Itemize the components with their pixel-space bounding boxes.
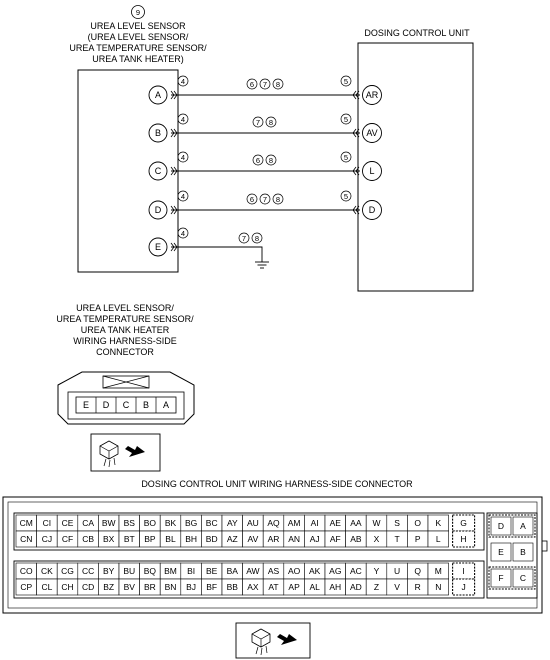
wire bbox=[149, 152, 382, 181]
left-pin-label: A bbox=[154, 90, 162, 100]
connector-pin-label: AM bbox=[287, 518, 301, 528]
left-connector-number: 4 bbox=[180, 229, 186, 238]
connector-pin-label: BF bbox=[206, 582, 218, 592]
connector-pin-label: AH bbox=[329, 582, 342, 592]
connector-pin-label: BY bbox=[103, 566, 115, 576]
connector-pin-label: X bbox=[373, 534, 380, 544]
dcu-connector-face bbox=[3, 497, 547, 613]
connector-pin-label: AG bbox=[329, 566, 342, 576]
connector-pin-label: E bbox=[498, 547, 504, 557]
connector-pin-label: BM bbox=[164, 566, 177, 576]
connector-pin-label: V bbox=[394, 582, 400, 592]
wire bbox=[149, 228, 269, 268]
connector-pin-label: CO bbox=[19, 566, 33, 576]
sensor-connector-title-line-1: UREA LEVEL SENSOR/ bbox=[76, 303, 174, 313]
connector-pin-label: I bbox=[462, 566, 465, 576]
connector-pin-label: Z bbox=[373, 582, 380, 592]
connector-pin-label: CC bbox=[81, 566, 95, 576]
connector-pin-label: CI bbox=[42, 518, 52, 528]
sensor-connector-title-line-3: UREA TANK HEATER bbox=[80, 325, 170, 335]
left-connector-number: 4 bbox=[180, 115, 186, 124]
connector-pin-label: BX bbox=[103, 534, 115, 544]
connector-pin-label: L bbox=[435, 534, 441, 544]
wire bbox=[149, 114, 382, 143]
connector-pin-label: BD bbox=[205, 534, 218, 544]
connector-pin-label: BI bbox=[187, 566, 196, 576]
harness-side-view-icon bbox=[91, 434, 160, 471]
sensor-title-line-4: UREA TANK HEATER) bbox=[92, 54, 184, 64]
connector-pin-label: BJ bbox=[186, 582, 197, 592]
connector-pin-label: BP bbox=[144, 534, 156, 544]
connector-pin-label: AT bbox=[268, 582, 279, 592]
connector-pin-label: AQ bbox=[267, 518, 280, 528]
connector-pin-label: BG bbox=[184, 518, 198, 528]
connector-pin-label: H bbox=[460, 534, 467, 544]
sensor-connector-title-line-4: WIRING HARNESS-SIDE bbox=[73, 336, 177, 346]
connector-pin-label: BW bbox=[101, 518, 116, 528]
connector-pin-label: CB bbox=[82, 534, 95, 544]
left-pin-label: D bbox=[154, 205, 162, 215]
connector-pin-label: BU bbox=[123, 566, 136, 576]
connector-pin-label: BO bbox=[143, 518, 157, 528]
left-pin-label: B bbox=[154, 128, 162, 138]
connector-pin-label: S bbox=[394, 518, 400, 528]
connector-pin-label: BK bbox=[164, 518, 177, 528]
connector-pin-label: O bbox=[414, 518, 422, 528]
connector-pin-label: AR bbox=[267, 534, 280, 544]
connector-pin-label: BE bbox=[206, 566, 218, 576]
connector-pin-label: AW bbox=[246, 566, 260, 576]
sensor-connector-pin: A bbox=[162, 400, 170, 410]
sensor-connector-pin: C bbox=[122, 400, 130, 410]
connector-pin-label: D bbox=[497, 521, 505, 531]
mid-ref-number: 7 bbox=[241, 234, 247, 243]
mid-ref-number: 6 bbox=[255, 156, 261, 165]
connector-pin-label: AP bbox=[288, 582, 300, 592]
connector-pin-label: CH bbox=[61, 582, 74, 592]
dcu-connector-tab bbox=[542, 541, 547, 551]
dcu-connector-title: DOSING CONTROL UNIT WIRING HARNESS-SIDE CONNECTOR bbox=[141, 479, 413, 489]
connector-pin-label: AV bbox=[247, 534, 259, 544]
right-connector-number: 5 bbox=[343, 153, 349, 162]
right-pin-label: AV bbox=[366, 128, 378, 138]
connector-pin-label: BL bbox=[165, 534, 176, 544]
wire-line bbox=[171, 247, 262, 262]
connector-pin-label: BB bbox=[226, 582, 238, 592]
connector-pin-label: AZ bbox=[226, 534, 238, 544]
sensor-header bbox=[69, 6, 207, 65]
right-pin-label: D bbox=[368, 205, 376, 215]
dcu-title: DOSING CONTROL UNIT bbox=[364, 28, 470, 38]
connector-pin-label: AN bbox=[288, 534, 301, 544]
wires bbox=[149, 76, 382, 268]
connector-pin-label: B bbox=[520, 547, 526, 557]
connector-pin-label: AB bbox=[350, 534, 362, 544]
sensor-connector-pin: B bbox=[142, 400, 150, 410]
mid-ref-number: 7 bbox=[255, 118, 261, 127]
sensor-connector-pin: D bbox=[102, 400, 110, 410]
connector-pin-label: AX bbox=[247, 582, 259, 592]
sensor-ref: 9 bbox=[135, 8, 141, 17]
left-pin-label: C bbox=[154, 166, 162, 176]
connector-pin-label: CM bbox=[19, 518, 33, 528]
connector-pin-label: CA bbox=[82, 518, 95, 528]
wire bbox=[149, 76, 382, 105]
mid-ref-number: 6 bbox=[249, 195, 255, 204]
sensor-connector-title-line-2: UREA TEMPERATURE SENSOR/ bbox=[56, 314, 194, 324]
connector-pin-label: BS bbox=[123, 518, 135, 528]
harness-side-view-icon bbox=[236, 623, 310, 658]
connector-pin-label: AE bbox=[329, 518, 341, 528]
connector-pin-label: R bbox=[414, 582, 421, 592]
connector-pin-label: BH bbox=[185, 534, 198, 544]
connector-outline bbox=[58, 372, 194, 424]
connector-pin-label: AC bbox=[349, 566, 362, 576]
right-connector-number: 5 bbox=[343, 192, 349, 201]
sensor-title-line-1: UREA LEVEL SENSOR bbox=[90, 21, 186, 31]
connector-pin-label: BZ bbox=[103, 582, 115, 592]
sensor-connector-face bbox=[58, 372, 194, 424]
connector-pin-label: CK bbox=[40, 566, 53, 576]
connector-pin-label: N bbox=[435, 582, 442, 592]
left-connector-number: 4 bbox=[180, 153, 186, 162]
connector-pin-label: AS bbox=[267, 566, 280, 576]
connector-pin-label: J bbox=[461, 582, 466, 592]
connector-pin-label: T bbox=[394, 534, 400, 544]
dcu-connector-cells bbox=[16, 515, 535, 595]
mid-ref-number: 7 bbox=[262, 80, 268, 89]
right-connector-number: 5 bbox=[343, 115, 349, 124]
mid-ref-number: 8 bbox=[275, 80, 281, 89]
connector-pin-label: U bbox=[394, 566, 401, 576]
left-pin-label: E bbox=[154, 242, 162, 252]
sensor-connector-pin: E bbox=[82, 400, 90, 410]
mid-ref-number: 8 bbox=[268, 118, 274, 127]
connector-pin-label: BR bbox=[143, 582, 156, 592]
connector-pin-label: CP bbox=[20, 582, 33, 592]
mid-ref-number: 6 bbox=[249, 80, 255, 89]
connector-pin-label: BT bbox=[123, 534, 135, 544]
connector-pin-label: Y bbox=[373, 566, 380, 576]
connector-pin-label: G bbox=[460, 518, 467, 528]
right-pin-label: AR bbox=[365, 90, 379, 100]
connector-pin-label: F bbox=[498, 573, 504, 583]
wire bbox=[149, 191, 382, 220]
connector-pin-label: CL bbox=[41, 582, 53, 592]
connector-pin-label: BA bbox=[226, 566, 238, 576]
sensor-title-line-2: (UREA LEVEL SENSOR/ bbox=[87, 32, 189, 42]
sensor-connector-title-line-5: CONNECTOR bbox=[96, 347, 154, 357]
mid-ref-number: 8 bbox=[254, 234, 260, 243]
connector-pin-label: CJ bbox=[41, 534, 53, 544]
connector-pin-label: AL bbox=[309, 582, 320, 592]
connector-pin-label: AD bbox=[349, 582, 362, 592]
connector-pin-label: CN bbox=[20, 534, 33, 544]
mid-ref-number: 8 bbox=[268, 156, 274, 165]
sensor-connector-title bbox=[56, 303, 194, 357]
connector-pin-label: AJ bbox=[309, 534, 320, 544]
connector-pin-label: BV bbox=[123, 582, 135, 592]
connector-pin-label: AK bbox=[309, 566, 321, 576]
connector-pin-label: CE bbox=[61, 518, 74, 528]
connector-pin-label: CD bbox=[81, 582, 95, 592]
connector-pin-label: Q bbox=[414, 566, 422, 576]
left-connector-number: 4 bbox=[180, 77, 186, 86]
mid-ref-number: 8 bbox=[275, 195, 281, 204]
right-pin-label: L bbox=[369, 166, 375, 176]
right-connector-number: 5 bbox=[343, 77, 349, 86]
left-connector-number: 4 bbox=[180, 192, 186, 201]
connector-pin-label: AI bbox=[310, 518, 319, 528]
connector-pin-label: C bbox=[519, 573, 527, 583]
connector-pin-label: AY bbox=[226, 518, 238, 528]
connector-pin-label: AO bbox=[287, 566, 301, 576]
connector-pin-label: AU bbox=[246, 518, 259, 528]
connector-pin-label: BC bbox=[205, 518, 218, 528]
connector-pin-label: CF bbox=[61, 534, 74, 544]
connector-pin-label: BQ bbox=[143, 566, 157, 576]
connector-pin-label: M bbox=[434, 566, 442, 576]
connector-pin-label: K bbox=[435, 518, 442, 528]
sensor-title-line-3: UREA TEMPERATURE SENSOR/ bbox=[69, 43, 207, 53]
connector-pin-label: W bbox=[372, 518, 381, 528]
dcu-connector-outline bbox=[3, 497, 542, 613]
mid-ref-number: 7 bbox=[262, 195, 268, 204]
connector-pin-label: CG bbox=[61, 566, 74, 576]
connector-pin-label: P bbox=[414, 534, 421, 544]
connector-pin-label: AF bbox=[329, 534, 341, 544]
connector-pin-label: AA bbox=[350, 518, 362, 528]
connector-pin-label: BN bbox=[164, 582, 177, 592]
connector-pin-label: A bbox=[520, 521, 526, 531]
